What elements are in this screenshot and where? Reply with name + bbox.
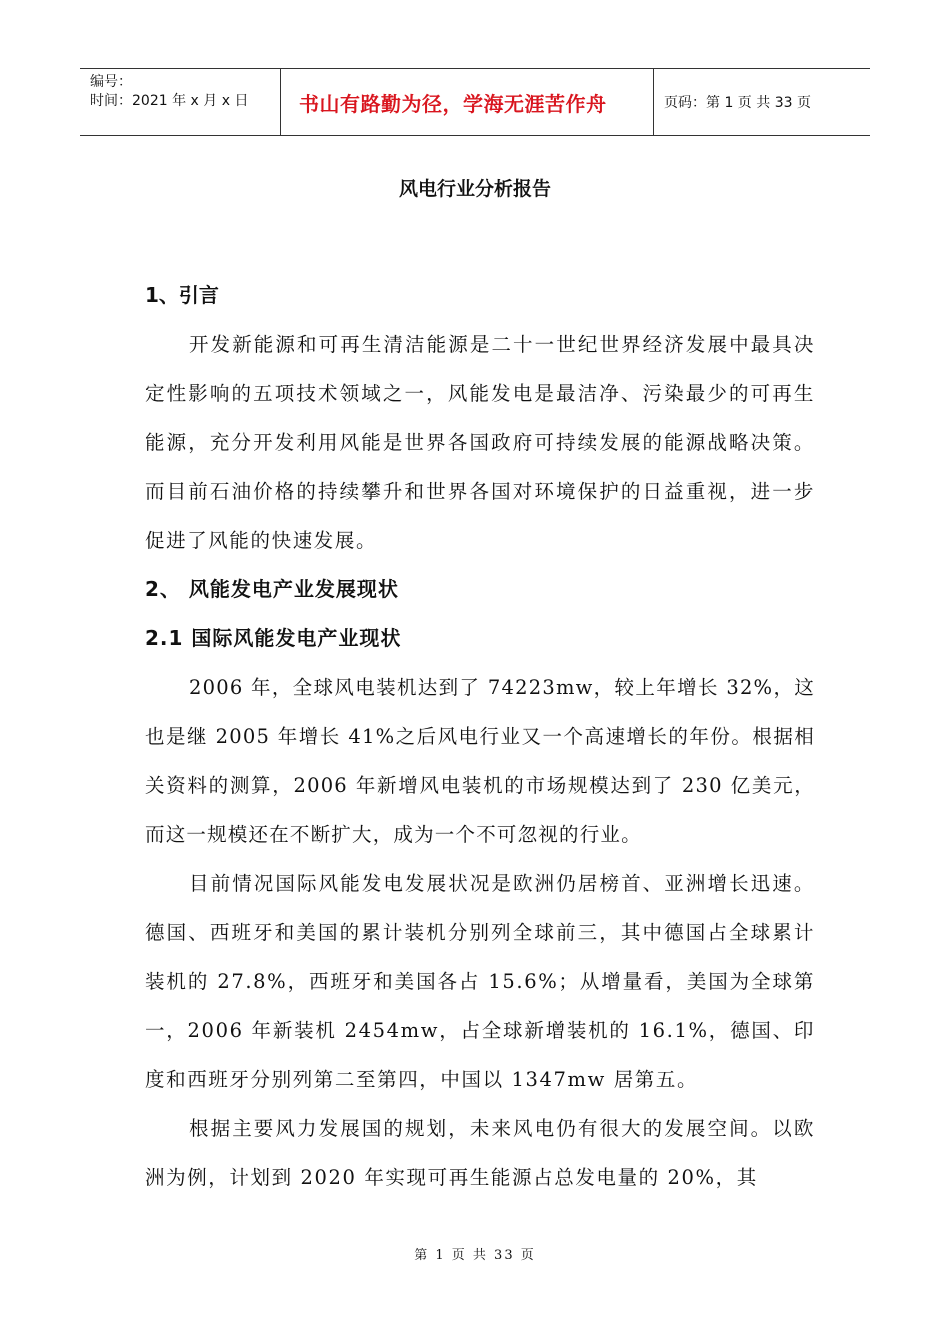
header-motto-cell: [281, 69, 654, 135]
section-heading-status: 2、 风能发电产业发展现状: [145, 577, 399, 601]
header-motto: 书山有路勤为径，学海无涯苦作舟: [299, 91, 607, 116]
header-meta-cell: [80, 69, 281, 135]
page-footer: 第 1 页 共 33 页: [414, 1248, 536, 1263]
header-page-cell: [654, 69, 870, 135]
subsection-heading-international: 2.1 国际风能发电产业现状: [145, 626, 402, 650]
paragraph-international-1: 2006 年，全球风电装机达到了 74223mw，较上年增长 32%，这也是继 2005 年增长 41%之后风电行业又一个高速增长的年份。根据相关资料的测算，2006 年新增风电装机的市场规模达到了 230 亿美元，而这一规模还在不断扩大，成为一个不可忽视的行业。: [145, 676, 815, 846]
document-header: [80, 68, 870, 136]
document-date-label: 时间：2021 年 x 月 x 日: [90, 93, 249, 109]
paragraph-international-2: 目前情况国际风能发电发展状况是欧洲仍居榜首、亚洲增长迅速。德国、西班牙和美国的累计装机分别列全球前三，其中德国占全球累计装机的 27.8%，西班牙和美国各占 15.6%；从增量看，美国为全球第一，2006 年新装机 2454mw，占全球新增装机的 16.1%，德国、印度和西班牙分别列第二至第四，中国以 1347mw 居第五。: [145, 872, 815, 1091]
paragraph-intro: 开发新能源和可再生清洁能源是二十一世纪世界经济发展中最具决定性影响的五项技术领域之一，风能发电是最洁净、污染最少的可再生能源，充分开发利用风能是世界各国政府可持续发展的能源战略决策。而目前石油价格的持续攀升和世界各国对环境保护的日益重视，进一步促进了风能的快速发展。: [145, 333, 815, 552]
paragraph-international-3: 根据主要风力发展国的规划，未来风电仍有很大的发展空间。以欧洲为例，计划到 2020 年实现可再生能源占总发电量的 20%，其: [145, 1117, 815, 1189]
header-page-info: 页码：第 1 页 共 33 页: [664, 95, 811, 111]
document-number-label: 编号：: [90, 74, 132, 90]
document-body: [145, 270, 815, 1202]
document-title: 风电行业分析报告: [398, 178, 551, 200]
section-heading-intro: 1、引言: [145, 283, 219, 307]
